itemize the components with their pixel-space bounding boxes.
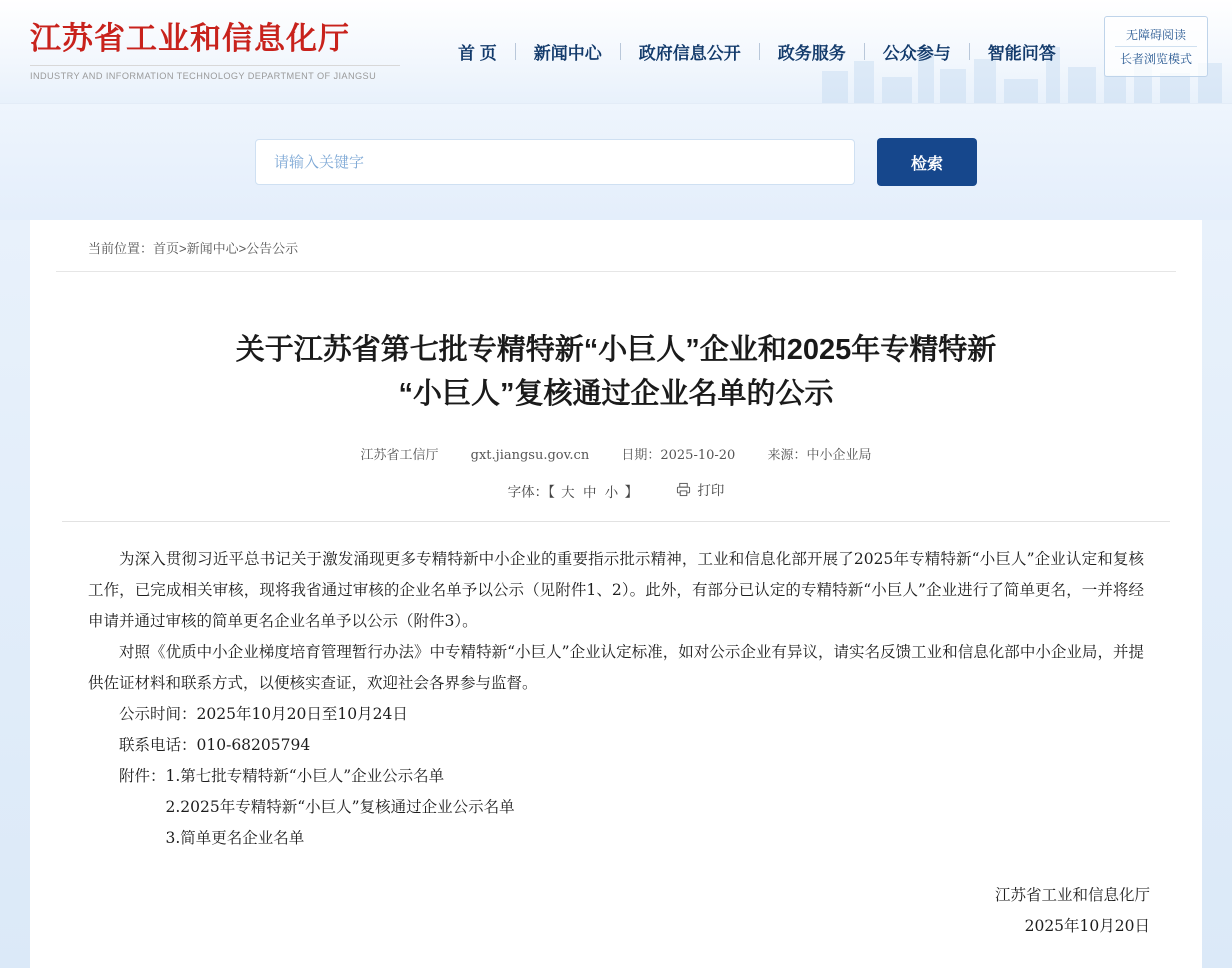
search-input[interactable] <box>255 139 855 185</box>
accessibility-panel[interactable] <box>1104 16 1208 77</box>
page-title <box>56 291 1176 416</box>
article-paragraph-2: 对照《优质中小企业梯度培育管理暂行办法》中专精特新“小巨人”企业认定标准，如对公示企业有异议，请实名反馈工业和信息化部中小企业局，并提供佐证材料和联系方式，以便核实查证，欢迎社会各界参与监督。 <box>88 642 1144 692</box>
fontsize-small-button[interactable]: 小 <box>604 484 619 501</box>
meta-domain: gxt.jiangsu.gov.cn <box>470 448 590 464</box>
logo-title: 江苏省工业和信息化厅 <box>30 21 350 58</box>
nav-item-news[interactable]: 新闻中心 <box>533 44 602 63</box>
attachment-item-3[interactable]: 3.简单更名企业名单 <box>165 828 305 847</box>
nav-item-gov-info[interactable]: 政府信息公开 <box>638 44 741 63</box>
printer-icon <box>676 482 691 497</box>
search-bar <box>0 104 1232 220</box>
logo-subtitle: INDUSTRY AND INFORMATION TECHNOLOGY DEPARTMENT OF JIANGSU <box>30 65 400 81</box>
article-paragraph-1: 为深入贯彻习近平总书记关于激发涌现更多专精特新中小企业的重要指示批示精神，工业和信息化部开展了2025年专精特新“小巨人”企业认定和复核工作，已完成相关审核，现将我省通过审核的企业名单予以公示（见附件1、2）。此外，有部分已认定的专精特新“小巨人”企业进行了简单更名，一并将经申请并通过审核的简单更名企业名单予以公示（附件3）。 <box>88 549 1144 630</box>
elder-mode-button[interactable]: 长者浏览模式 <box>1119 52 1192 66</box>
attachment-item-1[interactable]: 附件：1.第七批专精特新“小巨人”企业公示名单 <box>119 766 445 785</box>
breadcrumb[interactable]: 当前位置：首页>新闻中心>公告公示 <box>56 220 1176 272</box>
accessibility-reading-button[interactable]: 无障碍阅读 <box>1125 28 1186 42</box>
signoff-date: 2025年10月20日 <box>1024 916 1150 935</box>
meta-department: 江苏省工信厅 <box>360 448 439 464</box>
meta-source: 来源：中小企业局 <box>767 448 872 464</box>
article-body <box>56 522 1176 854</box>
article-meta <box>56 444 1176 463</box>
fontsize-label: 字体：【 <box>507 484 555 501</box>
page-title-line2: “小巨人”复核通过企业名单的公示 <box>398 377 834 410</box>
page-title-line1: 关于江苏省第七批专精特新“小巨人”企业和2025年专精特新 <box>235 334 997 367</box>
main-navigation <box>440 39 1074 64</box>
article-signoff <box>56 880 1176 942</box>
meta-date: 日期：2025-10-20 <box>621 448 736 464</box>
fontsize-label-end: 】 <box>624 484 639 501</box>
site-logo[interactable] <box>30 22 400 81</box>
page-body <box>0 220 1232 968</box>
print-button[interactable] <box>676 479 724 499</box>
notice-time: 公示时间：2025年10月20日至10月24日 <box>119 704 408 723</box>
fontsize-large-button[interactable]: 大 <box>561 484 575 501</box>
nav-item-gov-service[interactable]: 政务服务 <box>777 44 846 63</box>
fontsize-medium-button[interactable]: 中 <box>582 484 597 501</box>
signoff-organization: 江苏省工业和信息化厅 <box>994 885 1150 904</box>
print-label: 打印 <box>697 483 725 500</box>
search-button[interactable]: 检索 <box>877 138 977 186</box>
nav-item-public-participation[interactable]: 公众参与 <box>882 44 951 63</box>
article-container <box>30 220 1202 968</box>
nav-item-smart-qa[interactable]: 智能问答 <box>987 44 1056 63</box>
article-tools <box>56 479 1176 501</box>
site-header <box>0 0 1232 104</box>
contact-phone: 联系电话：010-68205794 <box>119 735 311 754</box>
nav-item-home[interactable]: 首 页 <box>458 44 497 63</box>
attachment-item-2[interactable]: 2.2025年专精特新“小巨人”复核通过企业公示名单 <box>165 797 515 816</box>
